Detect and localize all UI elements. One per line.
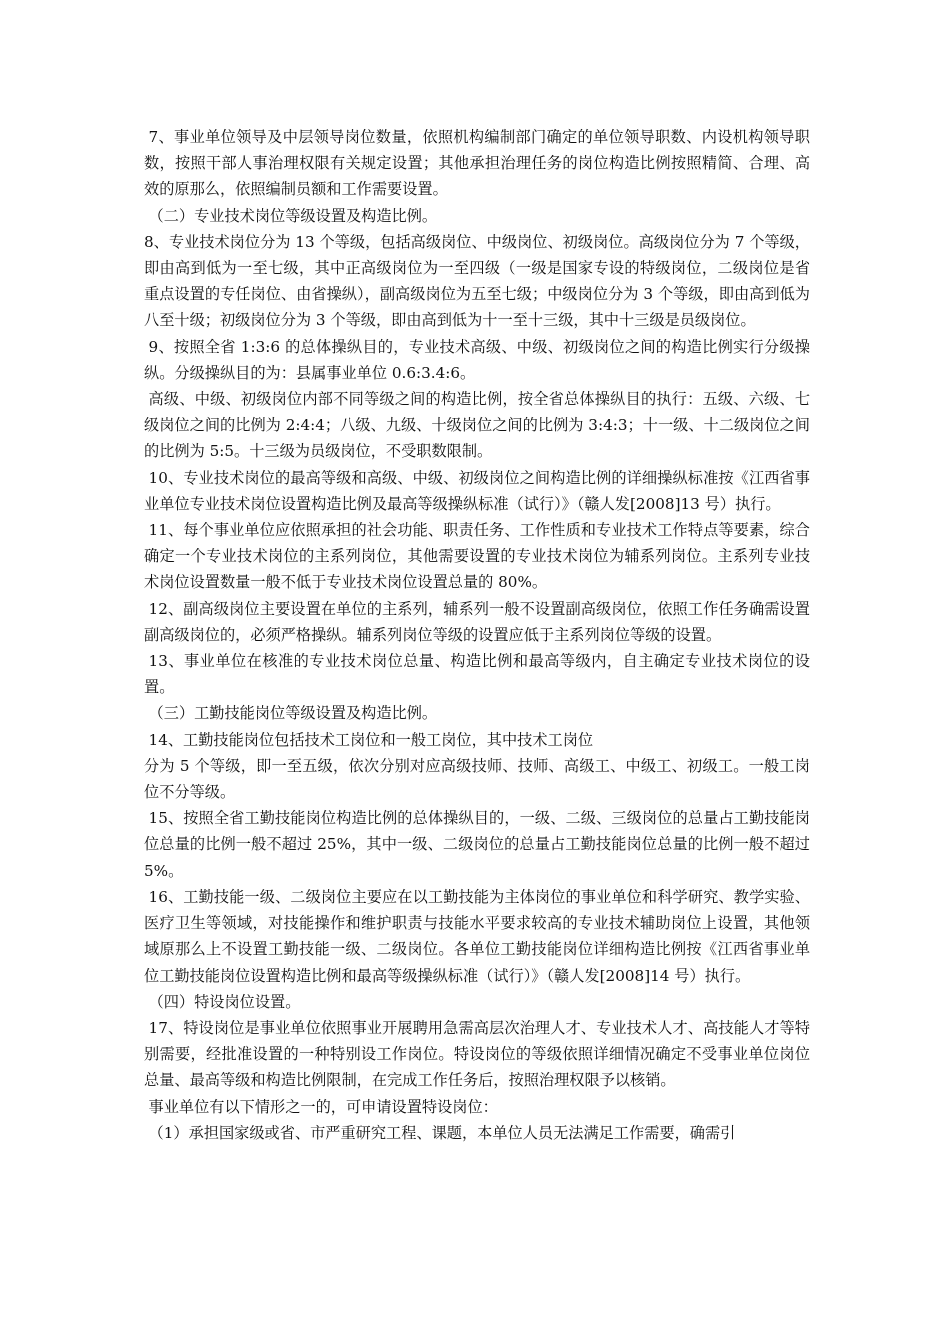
paragraph-conditions-intro: 事业单位有以下情形之一的，可申请设置特设岗位： [148, 1097, 498, 1116]
section-heading-2: （二）专业技术岗位等级设置及构造比例。 [148, 206, 438, 225]
paragraph-item-14-cont: 分为 5 个等级，即一至五级，依次分别对应高级技师、技师、高级工、中级工、初级工。一般工岗位不分等级。 [144, 756, 810, 802]
section-heading-4: （四）特设岗位设置。 [148, 992, 301, 1011]
document-page [144, 124, 810, 1146]
paragraph-item-8: 8、专业技术岗位分为 13 个等级，包括高级岗位、中级岗位、初级岗位。高级岗位分为 7 个等级，即由高到低为一至七级，其中正高级岗位为一至四级（一级是国家专设的特级岗位，二级岗位是省重点设置的专任岗位、由省操纵），副高级岗位为五至七级；中级岗位分为 3 个等级，即由高到低为八至十级；初级岗位分为 3 个等级，即由高到低为十一至十三级，其中十三级是员级岗位。 [144, 232, 810, 330]
paragraph-item-7: 7、事业单位领导及中层领导岗位数量，依照机构编制部门确定的单位领导职数、内设机构领导职数，按照干部人事治理权限有关规定设置；其他承担治理任务的岗位构造比例按照精简、合理、高效的原那么，依照编制员额和工作需要设置。 [144, 128, 810, 199]
paragraph-item-9: 9、按照全省 1:3:6 的总体操纵目的，专业技术高级、中级、初级岗位之间的构造比例实行分级操纵。分级操纵目的为：县属事业单位 0.6:3.4:6。 [144, 337, 810, 382]
paragraph-item-15: 15、按照全省工勤技能岗位构造比例的总体操纵目的，一级、二级、三级岗位的总量占工勤技能岗位总量的比例一般不超过 25%，其中一级、二级岗位的总量占工勤技能岗位总量的比例一般不超过 5%。 [144, 809, 810, 880]
section-heading-3: （三）工勤技能岗位等级设置及构造比例。 [148, 704, 438, 723]
paragraph-item-14: 14、工勤技能岗位包括技术工岗位和一般工岗位，其中技术工岗位 [148, 730, 594, 749]
paragraph-condition-1: （1）承担国家级或省、市严重研究工程、课题，本单位人员无法满足工作需要，确需引 [148, 1123, 736, 1142]
paragraph-item-16: 16、工勤技能一级、二级岗位主要应在以工勤技能为主体岗位的事业单位和科学研究、教学实验、医疗卫生等领域，对技能操作和维护职责与技能水平要求较高的专业技术辅助岗位上设置，其他领域原那么上不设置工勤技能一级、二级岗位。各单位工勤技能岗位详细构造比例按《江西省事业单位工勤技能岗位设置构造比例和最高等级操纵标准（试行）》（赣人发[2008]14 号）执行。 [144, 887, 810, 985]
paragraph-item-17: 17、特设岗位是事业单位依照事业开展聘用急需高层次治理人才、专业技术人才、高技能人才等特别需要，经批准设置的一种特别设工作岗位。特设岗位的等级依照详细情况确定不受事业单位岗位总量、最高等级和构造比例限制，在完成工作任务后，按照治理权限予以核销。 [144, 1018, 810, 1090]
paragraph-item-12: 12、副高级岗位主要设置在单位的主系列，辅系列一般不设置副高级岗位，依照工作任务确需设置副高级岗位的，必须严格操纵。辅系列岗位等级的设置应低于主系列岗位等级的设置。 [144, 599, 810, 644]
paragraph-item-13: 13、事业单位在核准的专业技术岗位总量、构造比例和最高等级内，自主确定专业技术岗位的设置。 [144, 652, 810, 697]
paragraph-item-11: 11、每个事业单位应依照承担的社会功能、职责任务、工作性质和专业技术工作特点等要素，综合确定一个专业技术岗位的主系列岗位，其他需要设置的专业技术岗位为辅系列岗位。主系列专业技术岗位设置数量一般不低于专业技术岗位设置总量的 80%。 [144, 521, 810, 592]
paragraph-ratio-detail: 高级、中级、初级岗位内部不同等级之间的构造比例，按全省总体操纵目的执行：五级、六级、七级岗位之间的比例为 2:4:4；八级、九级、十级岗位之间的比例为 3:4:3；十一级、十二级岗位之间的比例为 5:5。十三级为员级岗位，不受职数限制。 [144, 390, 810, 461]
paragraph-item-10: 10、专业技术岗位的最高等级和高级、中级、初级岗位之间构造比例的详细操纵标准按《江西省事业单位专业技术岗位设置构造比例及最高等级操纵标准（试行）》（赣人发[2008]13 号）执行。 [144, 468, 810, 513]
